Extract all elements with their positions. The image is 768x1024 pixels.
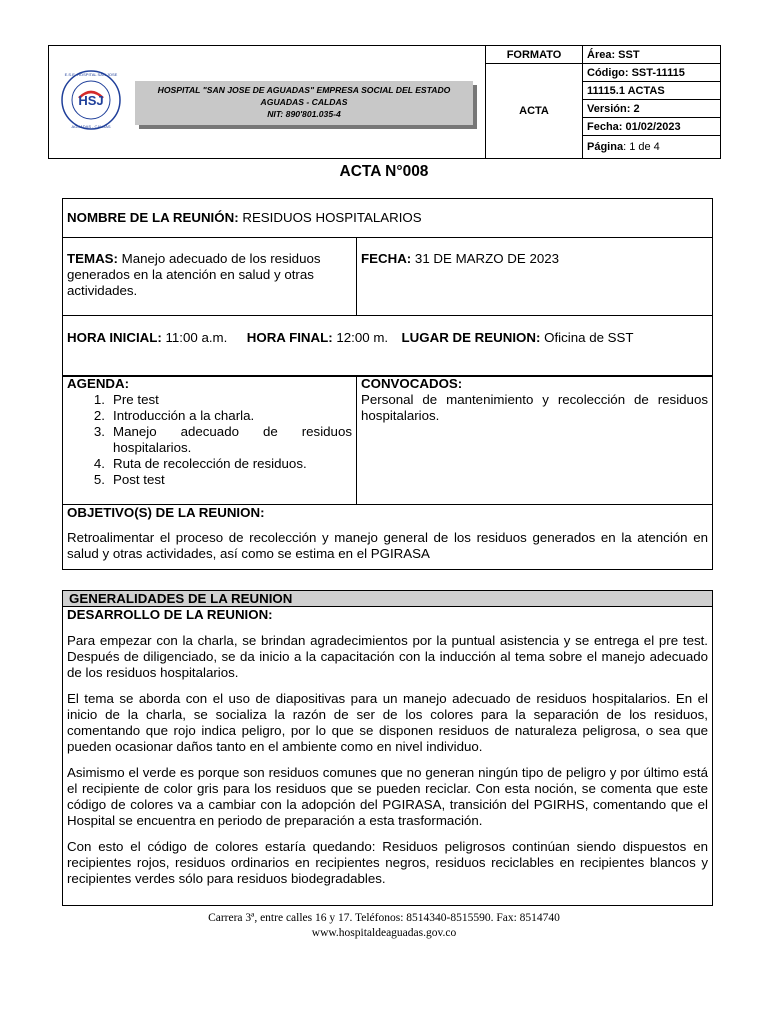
- hospital-nit: NIT: 890'801.035-4: [267, 109, 341, 119]
- paragraph: Asimismo el verde es porque son residuos comunes que no generan ningún tipo de peligro y por último está el recipiente de color gris para los residuos que se pueden reciclar. Con esta noción, se comenta que este código de colores va a cambiar con la adopción del PGIRASA, transición del PGIRHS, comentando que el Hospital se encuentra en periodo de preparación a esta trasformación.: [67, 765, 708, 828]
- hospital-name: HOSPITAL "SAN JOSE DE AGUADAS" EMPRESA SOCIAL DEL ESTADO: [157, 85, 451, 95]
- pagina-label: Página: [587, 141, 624, 153]
- logo-ring-top: E.S.E. HOSPITAL SAN JOSE: [64, 72, 118, 77]
- pagina-value: : 1 de 4: [623, 141, 660, 153]
- list-item: 1. Pre test: [93, 392, 159, 407]
- footer-address: Carrera 3ª, entre calles 16 y 17. Teléfonos: 8514340-8515590. Fax: 8514740: [208, 912, 560, 924]
- objetivo-text: Retroalimentar el proceso de recolección y manejo general de los residuos generados en la atención en salud y otras actividades, así como se estima en el PGIRASA: [67, 530, 708, 561]
- codigo-field: Código: SST-11115: [583, 64, 721, 82]
- lugar-label: LUGAR DE REUNION:: [401, 330, 541, 345]
- page-title: ACTA N°008: [339, 163, 429, 180]
- logo-ring-bottom: AGUADAS - CALDAS: [71, 124, 111, 129]
- hora-final: 12:00 m.: [332, 330, 389, 345]
- fecha-text: 31 DE MARZO DE 2023: [411, 251, 560, 266]
- pagina-field: [583, 136, 721, 159]
- convocados-cell: [357, 376, 713, 505]
- objetivo-label: OBJETIVO(S) DE LA REUNION:: [67, 505, 265, 520]
- meeting-name-row: [63, 199, 713, 238]
- actas-field: 11115.1 ACTAS: [583, 82, 721, 100]
- temas-label: TEMAS:: [67, 251, 118, 266]
- hospital-city: AGUADAS - CALDAS: [260, 97, 348, 107]
- footer-website: www.hospitaldeaguadas.gov.co: [311, 927, 457, 939]
- meeting-name: RESIDUOS HOSPITALARIOS: [238, 210, 422, 225]
- convocados-text: Personal de mantenimiento y recolección de residuos hospitalarios.: [361, 392, 708, 423]
- temas-cell: [63, 238, 357, 316]
- generalidades-header: GENERALIDADES DE LA REUNION: [63, 591, 712, 607]
- paragraph: El tema se aborda con el uso de diapositivas para un manejo adecuado de residuos hospitalarios. En el inicio de la charla, se socializa la razón de ser de los colores para la separación de los residuos, comentando que rojo indica peligro, por lo que se disponen residuos de naturaleza peligrosa, o sea que pueden ocasionar daños tanto en el ambiente como en nivel individuo.: [67, 691, 708, 754]
- meeting-name-label: NOMBRE DE LA REUNIÓN:: [67, 210, 239, 225]
- hospital-name-box: [135, 81, 473, 125]
- list-item: 4. Ruta de recolección de residuos.: [93, 456, 307, 471]
- list-item: 3. Manejo adecuado de residuos hospitalarios.: [93, 424, 352, 455]
- paragraph: Con esto el código de colores estaría quedando: Residuos peligrosos continúan siendo dispuestos en recipientes rojos, residuos ordinarios en recipientes negros, residuos reciclables en recipientes blancos y recipientes verdes sólo para residuos biodegradables.: [67, 839, 708, 886]
- meeting-info-table: [62, 198, 713, 377]
- lugar: Oficina de SST: [540, 330, 634, 345]
- paragraph: Para empezar con la charla, se brindan agradecimientos por la puntual asistencia y se entrega el pre test. Después de diligenciado, se da inicio a la capacitación con la inducción al tema sobre el manejo adecuado de los residuos hospitalarios.: [67, 633, 708, 680]
- convocados-label: CONVOCADOS:: [361, 376, 463, 391]
- area-field: Área: SST: [583, 46, 721, 64]
- fecha-label: FECHA:: [361, 251, 412, 266]
- hora-inicial-label: HORA INICIAL:: [67, 330, 162, 345]
- page-footer: [0, 911, 768, 941]
- list-item: 2. Introducción a la charla.: [93, 408, 255, 423]
- agenda-table: [62, 375, 713, 570]
- formato-label: FORMATO: [486, 46, 583, 64]
- hospital-logo: [59, 68, 123, 132]
- list-item: 5. Post test: [93, 472, 165, 487]
- agenda-label: AGENDA:: [67, 376, 130, 391]
- hora-final-label: HORA FINAL:: [246, 330, 333, 345]
- header-logo-cell: [49, 46, 486, 159]
- hora-inicial: 11:00 a.m.: [161, 330, 228, 345]
- fecha-cell: [357, 238, 713, 316]
- agenda-cell: [63, 376, 357, 505]
- logo-monogram: HSJ: [78, 93, 104, 108]
- acta-label: ACTA: [486, 64, 583, 159]
- document-header: [48, 45, 721, 159]
- fecha-field: Fecha: 01/02/2023: [583, 118, 721, 136]
- objetivo-cell: [63, 505, 713, 570]
- hours-row: [63, 316, 713, 377]
- desarrollo-section: [62, 590, 713, 906]
- version-field: Versión: 2: [583, 100, 721, 118]
- temas-text: Manejo adecuado de los residuos generados en la atención en salud y otras actividades.: [67, 251, 321, 298]
- desarrollo-label: DESARROLLO DE LA REUNION:: [67, 607, 273, 622]
- agenda-list: [67, 392, 352, 488]
